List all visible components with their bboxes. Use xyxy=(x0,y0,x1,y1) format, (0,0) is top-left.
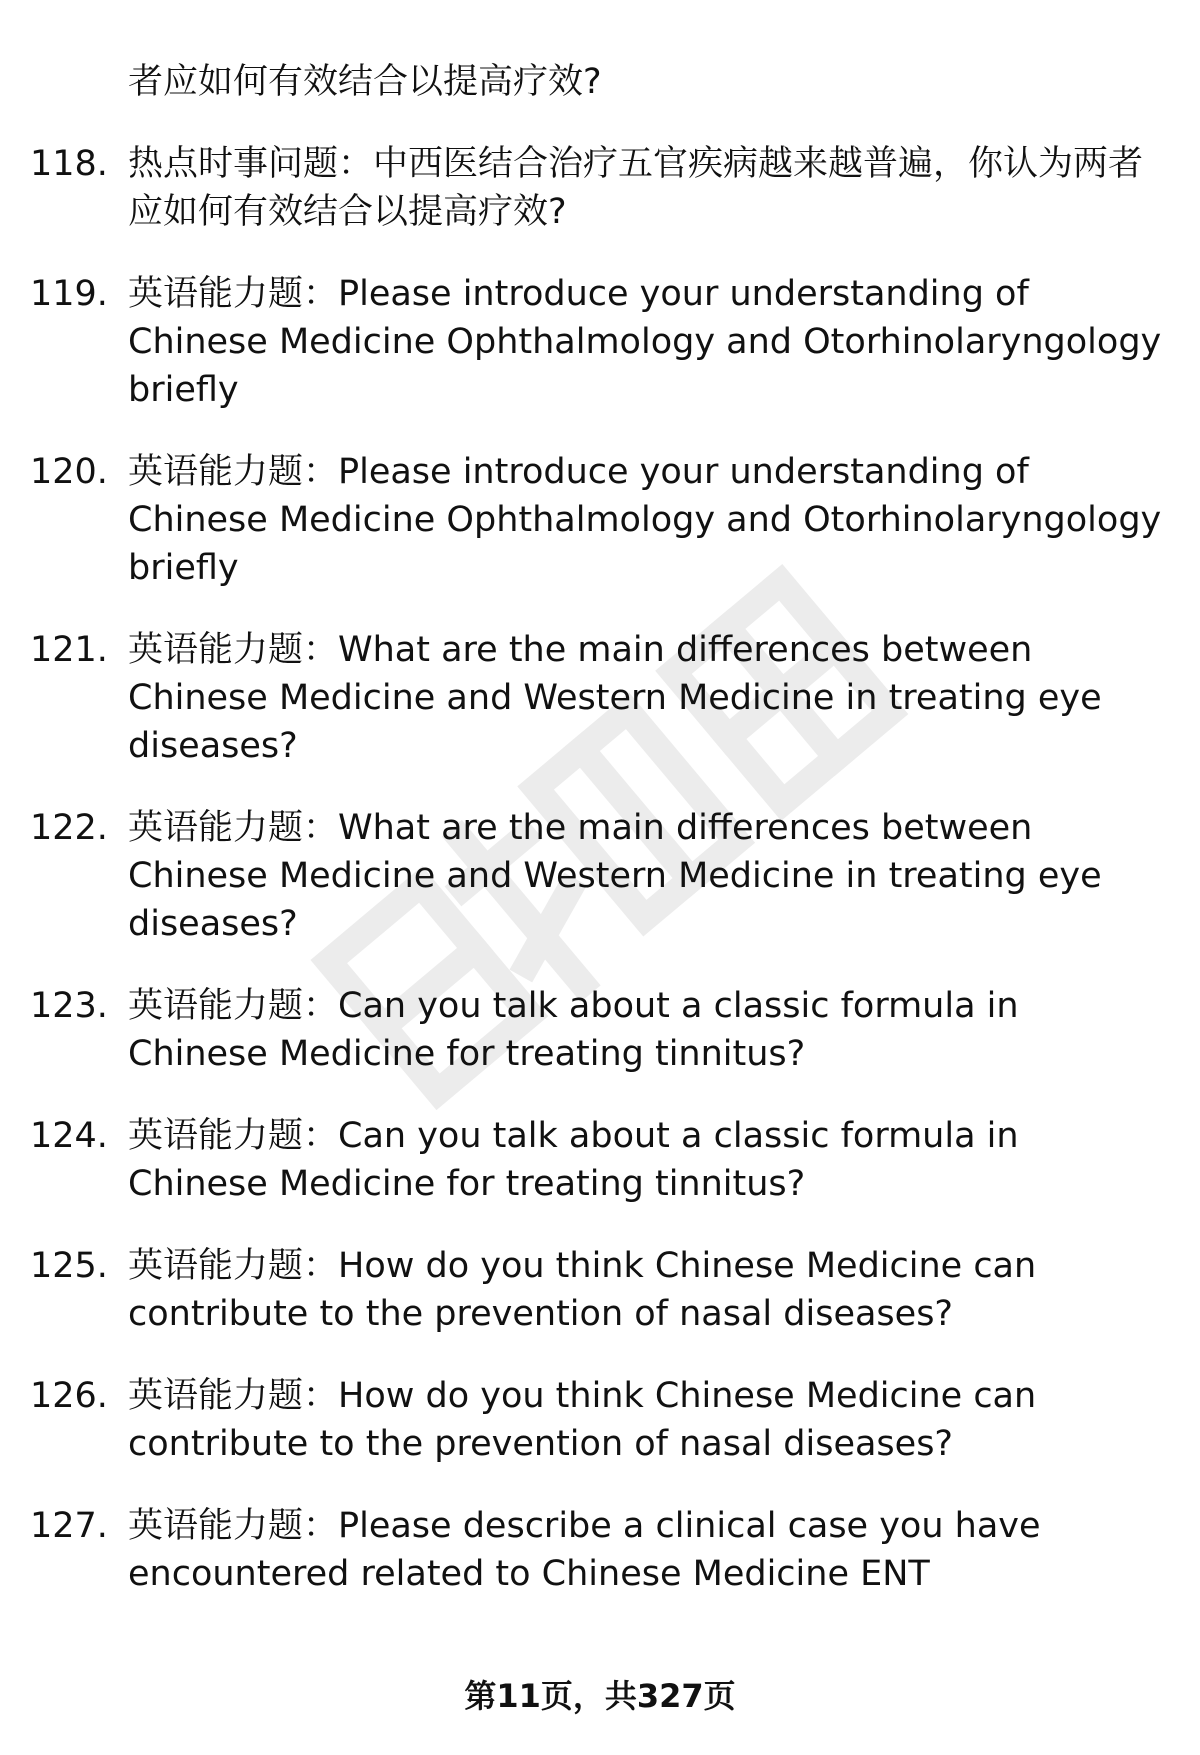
question-text: 英语能力题：What are the main differences between Chinese Medicine and Western Medicine in treating eye diseases? xyxy=(128,630,1102,766)
question-number: 125. xyxy=(30,1246,108,1286)
question-text: 热点时事问题：中西医结合治疗五官疾病越来越普遍，你认为两者应如何有效结合以提高疗效? xyxy=(128,144,1144,232)
question-item xyxy=(0,140,1200,236)
question-list xyxy=(0,58,1200,1632)
question-number: 126. xyxy=(30,1376,108,1416)
question-item xyxy=(0,1502,1200,1598)
question-item xyxy=(0,1372,1200,1468)
question-number: 121. xyxy=(30,630,108,670)
page-footer: 第11页，共327页 xyxy=(464,1677,736,1715)
question-text: 英语能力题：Please describe a clinical case you have encountered related to Chinese Medicine ENT xyxy=(128,1506,1041,1594)
question-number: 122. xyxy=(30,808,108,848)
question-number: 119. xyxy=(30,274,108,314)
question-text: 英语能力题：Can you talk about a classic formula in Chinese Medicine for treating tinnitus? xyxy=(128,1116,1019,1204)
question-text: 英语能力题：What are the main differences between Chinese Medicine and Western Medicine in treating eye diseases? xyxy=(128,808,1102,944)
question-number: 118. xyxy=(30,144,108,184)
question-text: 英语能力题：How do you think Chinese Medicine can contribute to the prevention of nasal diseases? xyxy=(128,1246,1037,1334)
question-text: 英语能力题：Please introduce your understanding of Chinese Medicine Ophthalmology and Otorhinolaryngology briefly xyxy=(128,452,1162,588)
question-number: 123. xyxy=(30,986,108,1026)
question-item xyxy=(0,448,1200,592)
question-item xyxy=(0,982,1200,1078)
question-item xyxy=(0,626,1200,770)
question-item xyxy=(0,270,1200,414)
question-number: 124. xyxy=(30,1116,108,1156)
question-item xyxy=(0,1112,1200,1208)
question-text: 英语能力题：Please introduce your understanding of Chinese Medicine Ophthalmology and Otorhinolaryngology briefly xyxy=(128,274,1162,410)
question-number: 127. xyxy=(30,1506,108,1546)
question-item xyxy=(0,804,1200,948)
question-item xyxy=(0,1242,1200,1338)
question-number: 120. xyxy=(30,452,108,492)
question-text: 英语能力题：How do you think Chinese Medicine can contribute to the prevention of nasal diseases? xyxy=(128,1376,1037,1464)
question-text: 英语能力题：Can you talk about a classic formula in Chinese Medicine for treating tinnitus? xyxy=(128,986,1019,1074)
continued-text: 者应如何有效结合以提高疗效? xyxy=(128,62,602,102)
